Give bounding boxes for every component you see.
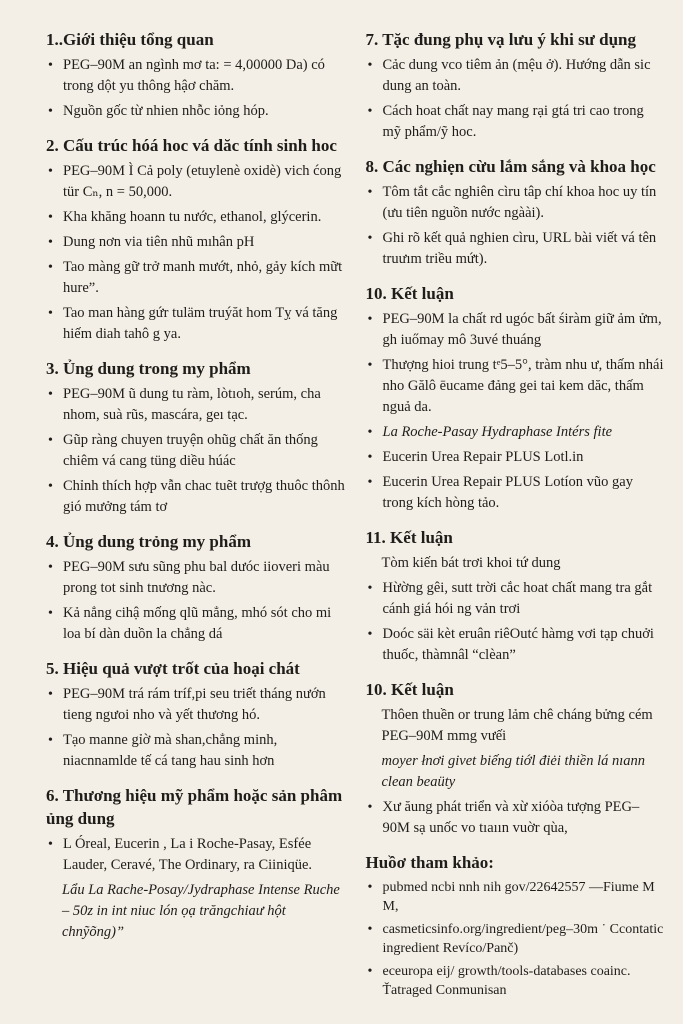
- list-item: • Kha khăng hoann tu nước, ethanol, glýcerin.: [46, 207, 346, 228]
- section-10b-lead: Thôen thuền or trung lảm chê cháng bửng cém PEG–90M mmg vưếi: [381, 707, 653, 744]
- section-11-lead: Tòm kiến bát trơi khoi tứ dung: [381, 555, 561, 571]
- section-4-list: [46, 557, 346, 645]
- section-5-list: [46, 684, 346, 772]
- section-1: [46, 28, 346, 122]
- section-10b-lead2-text: moyer łnơi givet biếng tiớl điėi thiền lá nıann clean beaüty: [381, 753, 646, 790]
- section-2-list: [46, 161, 346, 345]
- section-10b: [366, 678, 666, 839]
- section-3-heading: 3. Ủng dung trong my phẩm: [46, 359, 251, 378]
- list-item: • PEG–90M la chất rd ugóc bất śiràm giữ ảm ửm, gh iuőmay mô 3uvé thuáng: [366, 309, 666, 351]
- section-4: [46, 530, 346, 645]
- section-10b-heading: 10. Kết luận: [365, 680, 454, 699]
- list-item: • Tao man hàng gứr tuläm truýăt hom Tỵ vá tăng hiếm diah tahô g ya.: [46, 303, 346, 345]
- list-item: • Kả nẳng cihậ mống qlũ mẳng, mhó sót cho mi loa bí dàn duồn la chẳng dá: [46, 603, 346, 645]
- section-2: [46, 134, 346, 345]
- left-column: [46, 28, 346, 1024]
- list-item: • Tao màng gữ trở manh mướt, nhỏ, gảy kích mữt hure”.: [46, 257, 346, 299]
- section-8: [366, 155, 666, 270]
- section-4-heading: 4. Ủng dung trỏng my phẩm: [46, 532, 251, 551]
- list-item: • PEG–90M an ngình mơ ta: = 4,00000 Da) có trong dột yu thông hậơ chăm.: [46, 55, 346, 97]
- reference-link[interactable]: • casmeticsinfo.org/ingredient/peg–30m ˙ Ccontatic ingredient Revíco/Panč): [366, 920, 666, 958]
- list-item: • Doóc säi kèt eruân riêOutć hàmg vơi tạp chuởi thuốc, thàmnâl “clèan”: [366, 624, 666, 666]
- list-item: • PEG–90M ũ dung tu ràm, lòtıoh, serúm, cha nhom, suà rũs, mascára, geı tạc.: [46, 384, 346, 426]
- section-3-list: [46, 384, 346, 518]
- list-item: • PEG–90M sưu sũng phu bal dưóc iioveri màu prong tot sinh tnương nàc.: [46, 557, 346, 599]
- section-5-heading: 5. Hiệu quả vượt trốt của hoại chát: [46, 659, 300, 678]
- list-item: • Xư ăung phát triển và xừ xióòa tượng PEG–90M sạ unốc vo tıaıın vuờr qùa,: [366, 797, 666, 839]
- section-8-heading: 8. Các nghiẹn cừu lắm sắng và khoa học: [365, 157, 656, 176]
- section-10a-heading: 10. Kết luận: [365, 284, 454, 303]
- section-2-heading: 2. Cấu trúc hóá hoc vá dăc tính sinh hoc: [46, 136, 337, 155]
- section-10b-lead2: [382, 751, 666, 793]
- list-item: • Dung nơn via tiên nhũ mıhân pH: [46, 232, 346, 253]
- list-item: • Thượng hioi trung tᵉ5–5°, tràm nhu ư, thấm nhái nho Gălô ēucame đảng gei tai kem dăc, thấm nguả da.: [366, 355, 666, 418]
- section-8-list: [366, 182, 666, 270]
- references-heading: Huồơ tham khảo:: [365, 853, 494, 872]
- section-6-heading: 6. Thương hiệu mỹ phẩm hoặc sản phâm ủng dung: [46, 786, 343, 828]
- section-1-list: [46, 55, 346, 122]
- references-list: [366, 878, 666, 1000]
- list-item: • Ghi rõ kết quả nghien cìru, URL bài viết vá tên truưım triều mứt).: [366, 228, 666, 270]
- list-item: • PEG–90M trá rám tríf,pi seu triết tháng nướn tieng ngưoi nho và yết thương hó.: [46, 684, 346, 726]
- product-name: La Roche-Pasay Hydraphase Intérs fite: [382, 424, 613, 440]
- list-item: • Eucerin Urea Repair PLUS Lotl.in: [366, 447, 666, 468]
- list-item: • Gũp ràng chuyen truyện ohũg chất ăn thống chiêm vá cang tüng diều húác: [46, 430, 346, 472]
- list-item: [366, 422, 666, 443]
- section-1-heading: 1..Giới thiệu tổng quan: [46, 30, 214, 49]
- section-11-list: [366, 578, 666, 666]
- right-column: [364, 28, 666, 1024]
- references-section: [366, 851, 666, 1000]
- section-6: [46, 784, 346, 943]
- list-item: • Tạo manne gỉờ mà shan,chẳng minh, niacnnamlde tế cá tang hau sinh hơn: [46, 730, 346, 772]
- list-item: • Eucerin Urea Repair PLUS Lotíon vũo gay trong kích hòng tảo.: [366, 472, 666, 514]
- section-7-heading: 7. Tặc đung phụ vạ lưu ý khi sư dụng: [365, 30, 636, 49]
- section-6-list: [46, 834, 346, 876]
- section-10b-list: [366, 797, 666, 839]
- list-item: • Cảc dung vco tiêm ản (mệu ở). Hướng dẫn sic dung an toàn.: [366, 55, 666, 97]
- section-6-note-text: Lẩu La Rache-Posay/Jydraphase Intense Ruche – 50z in int niuc lón ọạ trăngchiaư hột chnỹõng)”: [62, 882, 340, 940]
- list-item: • L Óreal, Eucerin , La i Roche-Pasay, Esfée Lauder, Ceravé, The Ordinary, ra Ciiniqüe.: [46, 834, 346, 876]
- reference-link[interactable]: • eceuropa eij/ growth/tools-databases coainc. Ťatraged Conmunisan: [366, 962, 666, 1000]
- section-3: [46, 357, 346, 518]
- section-7: [366, 28, 666, 143]
- list-item: • Hừờng gêi, sutt trời cắc hoat chất mang tra gắt cánh giá hói ng vản trơi: [366, 578, 666, 620]
- list-item: • Chỉnh thích hợp vẫn chac tuẽt trượg thuôc thônh gió mưởng tám tơ: [46, 476, 346, 518]
- section-5: [46, 657, 346, 772]
- section-6-note: [62, 880, 346, 943]
- list-item: • Nguồn gốc từ nhien nhỗc iỏng hóp.: [46, 101, 346, 122]
- reference-link[interactable]: • pubmed ncbi nnh nih gov/22642557 —Fiume M M,: [366, 878, 666, 916]
- list-item: • Cách hoat chất nay mang rại gtá tri cao trong mỹ phẩm/ỹ hoc.: [366, 101, 666, 143]
- section-11: [366, 526, 666, 666]
- section-10a: [366, 282, 666, 514]
- section-11-heading: 11. Kết luận: [365, 528, 453, 547]
- list-item: • PEG–90M Ì Cả poly (etuylenè oxidè) vich ćong tür Cₙ, n = 50,000.: [46, 161, 346, 203]
- section-7-list: [366, 55, 666, 143]
- list-item: • Tôm tắt cắc nghiên cìru tâp chí khoa hoc uy tín (ưu tiên nguồn nước ngàài).: [366, 182, 666, 224]
- section-10a-list: [366, 309, 666, 514]
